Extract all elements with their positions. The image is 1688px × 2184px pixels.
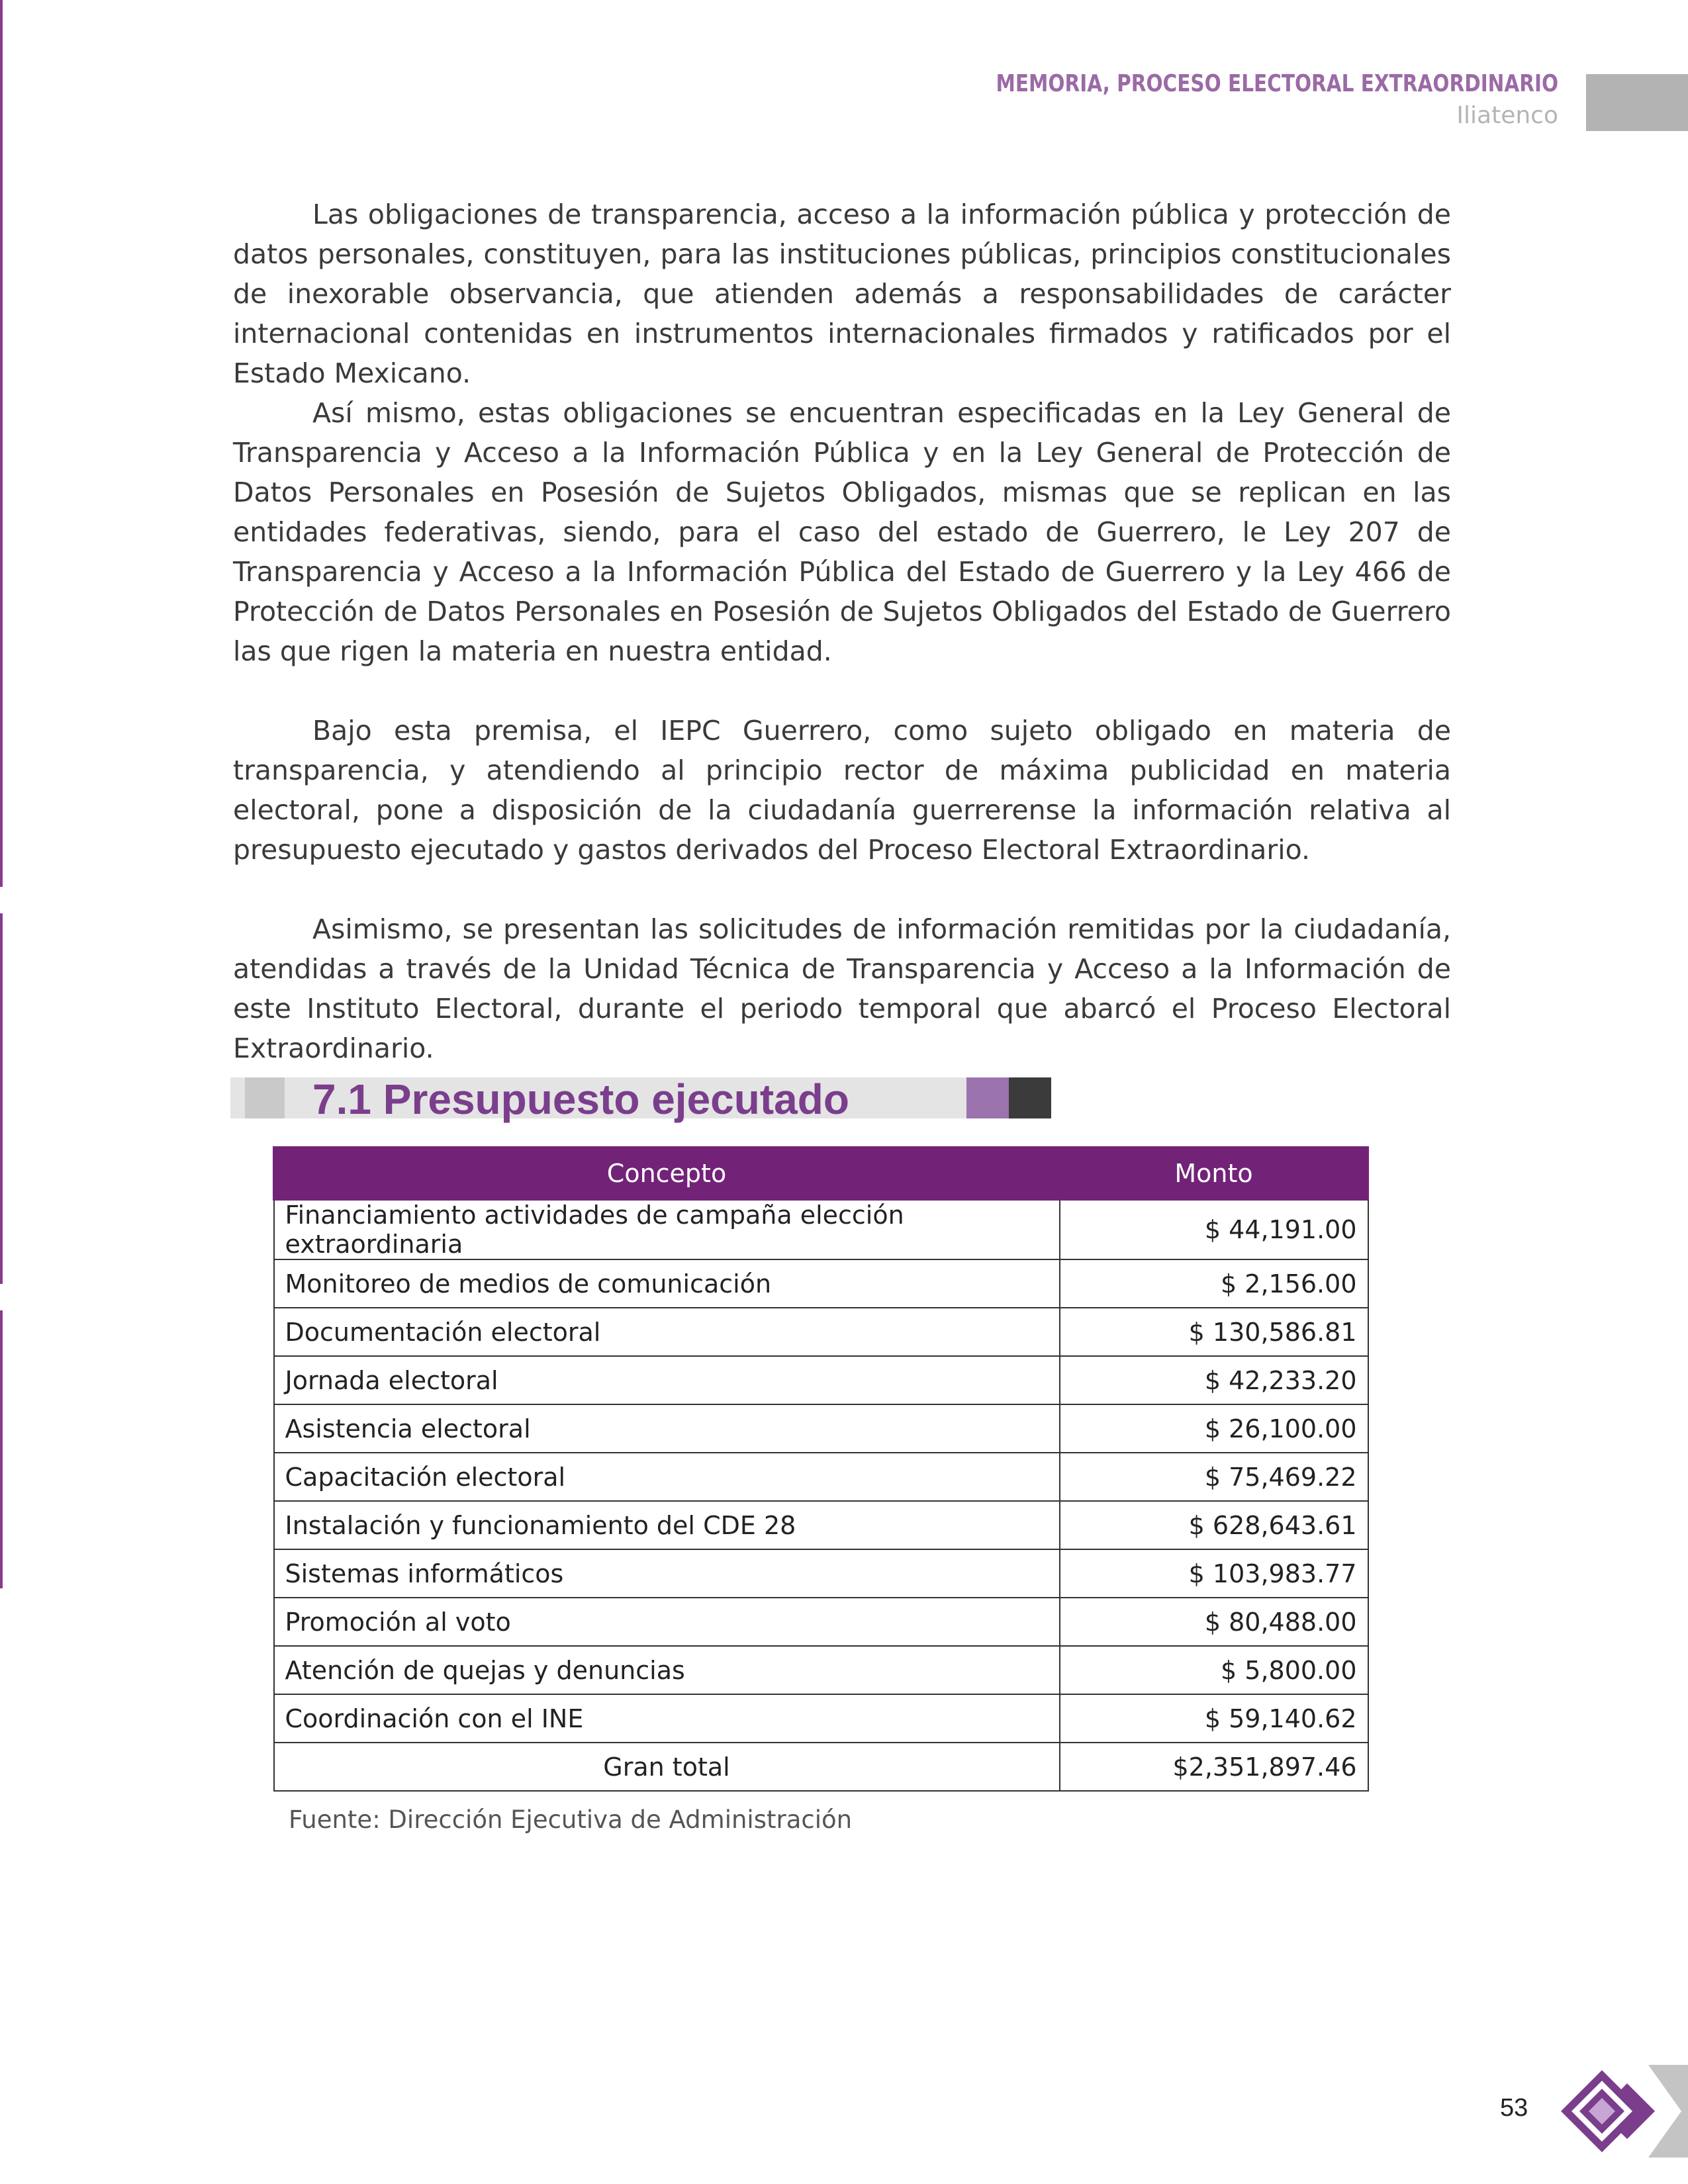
row-monto: $ 5,800.00 (1060, 1646, 1368, 1694)
table-row (274, 1200, 1368, 1260)
iepc-greca-logo-icon (1549, 2065, 1688, 2158)
section-title: 7.1 Presupuesto ejecutado (312, 1075, 849, 1123)
table-row (274, 1549, 1368, 1598)
row-monto: $ 130,586.81 (1060, 1308, 1368, 1356)
left-edge-stripe (0, 0, 3, 1588)
band-square-light (245, 1077, 285, 1118)
table-row (274, 1694, 1368, 1743)
row-monto: $ 44,191.00 (1060, 1200, 1368, 1260)
header-tab-marker (1586, 74, 1688, 131)
table-row (274, 1646, 1368, 1694)
row-monto: $ 75,469.22 (1060, 1453, 1368, 1501)
row-monto: $ 628,643.61 (1060, 1501, 1368, 1549)
table-row (274, 1404, 1368, 1453)
row-concepto: Capacitación electoral (274, 1453, 1060, 1501)
table-total-row (274, 1743, 1368, 1791)
row-concepto: Coordinación con el INE (274, 1694, 1060, 1743)
paragraph-2 (233, 393, 1451, 671)
paragraph-2-text: Así mismo, estas obligaciones se encuentran especificadas en la Ley General de Transparencia y Acceso a la Información Pública y en la Ley General de Protección de Datos Personales en Posesión de Sujetos Obligados, mismas que se replican en las entidades federativas, siendo, para el caso del estado de Guerrero, le Ley 207 de Transparencia y Acceso a la Información Pública del Estado de Guerrero y la Ley 466 de Protección de Datos Personales en Posesión de Sujetos Obligados del Estado de Guerrero las que rigen la materia en nuestra entidad. (233, 397, 1451, 667)
row-monto: $ 42,233.20 (1060, 1356, 1368, 1404)
total-amount: $2,351,897.46 (1060, 1743, 1368, 1791)
table-source-note: Fuente: Dirección Ejecutiva de Administración (289, 1805, 853, 1834)
table-row (274, 1259, 1368, 1308)
paragraph-3 (233, 711, 1451, 870)
table-row (274, 1501, 1368, 1549)
row-monto: $ 103,983.77 (1060, 1549, 1368, 1598)
table-row (274, 1308, 1368, 1356)
left-edge-stripe-gap (0, 887, 3, 913)
row-concepto: Promoción al voto (274, 1598, 1060, 1646)
row-monto: $ 2,156.00 (1060, 1259, 1368, 1308)
row-monto: $ 80,488.00 (1060, 1598, 1368, 1646)
band-square-dark (1009, 1077, 1051, 1118)
row-concepto: Instalación y funcionamiento del CDE 28 (274, 1501, 1060, 1549)
row-concepto: Sistemas informáticos (274, 1549, 1060, 1598)
paragraph-3-text: Bajo esta premisa, el IEPC Guerrero, como sujeto obligado en materia de transparencia, y atendiendo al principio rector de máxima publicidad en materia electoral, pone a disposición de la ciudadanía guerrerense la información relativa al presupuesto ejecutado y gastos derivados del Proceso Electoral Extraordinario. (233, 715, 1451, 866)
page-number: 53 (1500, 2094, 1528, 2122)
row-concepto: Asistencia electoral (274, 1404, 1060, 1453)
table-row (274, 1453, 1368, 1501)
row-concepto: Documentación electoral (274, 1308, 1060, 1356)
row-concepto: Jornada electoral (274, 1356, 1060, 1404)
row-concepto: Monitoreo de medios de comunicación (274, 1259, 1060, 1308)
running-header-title: MEMORIA, PROCESO ELECTORAL EXTRAORDINARIO (996, 70, 1558, 97)
row-concepto: Financiamiento actividades de campaña elección extraordinaria (274, 1200, 1060, 1260)
row-concepto: Atención de quejas y denuncias (274, 1646, 1060, 1694)
table-row (274, 1356, 1368, 1404)
table-header-row (274, 1148, 1368, 1200)
row-monto: $ 26,100.00 (1060, 1404, 1368, 1453)
column-header-monto: Monto (1060, 1148, 1368, 1200)
running-header-subtitle: Iliatenco (1456, 102, 1558, 129)
paragraph-1-text: Las obligaciones de transparencia, acceso a la información pública y protección de datos personales, constituyen, para las instituciones públicas, principios constitucionales de inexorable observancia, que atienden además a responsabilidades de carácter internacional contenidas en instrumentos internacionales firmados y ratificados por el Estado Mexicano. (233, 199, 1451, 389)
band-square-purple (966, 1077, 1009, 1118)
column-header-concepto: Concepto (274, 1148, 1060, 1200)
row-monto: $ 59,140.62 (1060, 1694, 1368, 1743)
budget-table (273, 1146, 1369, 1792)
paragraph-1 (233, 195, 1451, 393)
left-edge-stripe-gap (0, 1284, 3, 1310)
table-row (274, 1598, 1368, 1646)
total-label: Gran total (274, 1743, 1060, 1791)
paragraph-4-text: Asimismo, se presentan las solicitudes de información remitidas por la ciudadanía, atendidas a través de la Unidad Técnica de Transparencia y Acceso a la Información de este Instituto Electoral, durante el periodo temporal que abarcó el Proceso Electoral Extraordinario. (233, 913, 1451, 1064)
paragraph-4 (233, 909, 1451, 1068)
